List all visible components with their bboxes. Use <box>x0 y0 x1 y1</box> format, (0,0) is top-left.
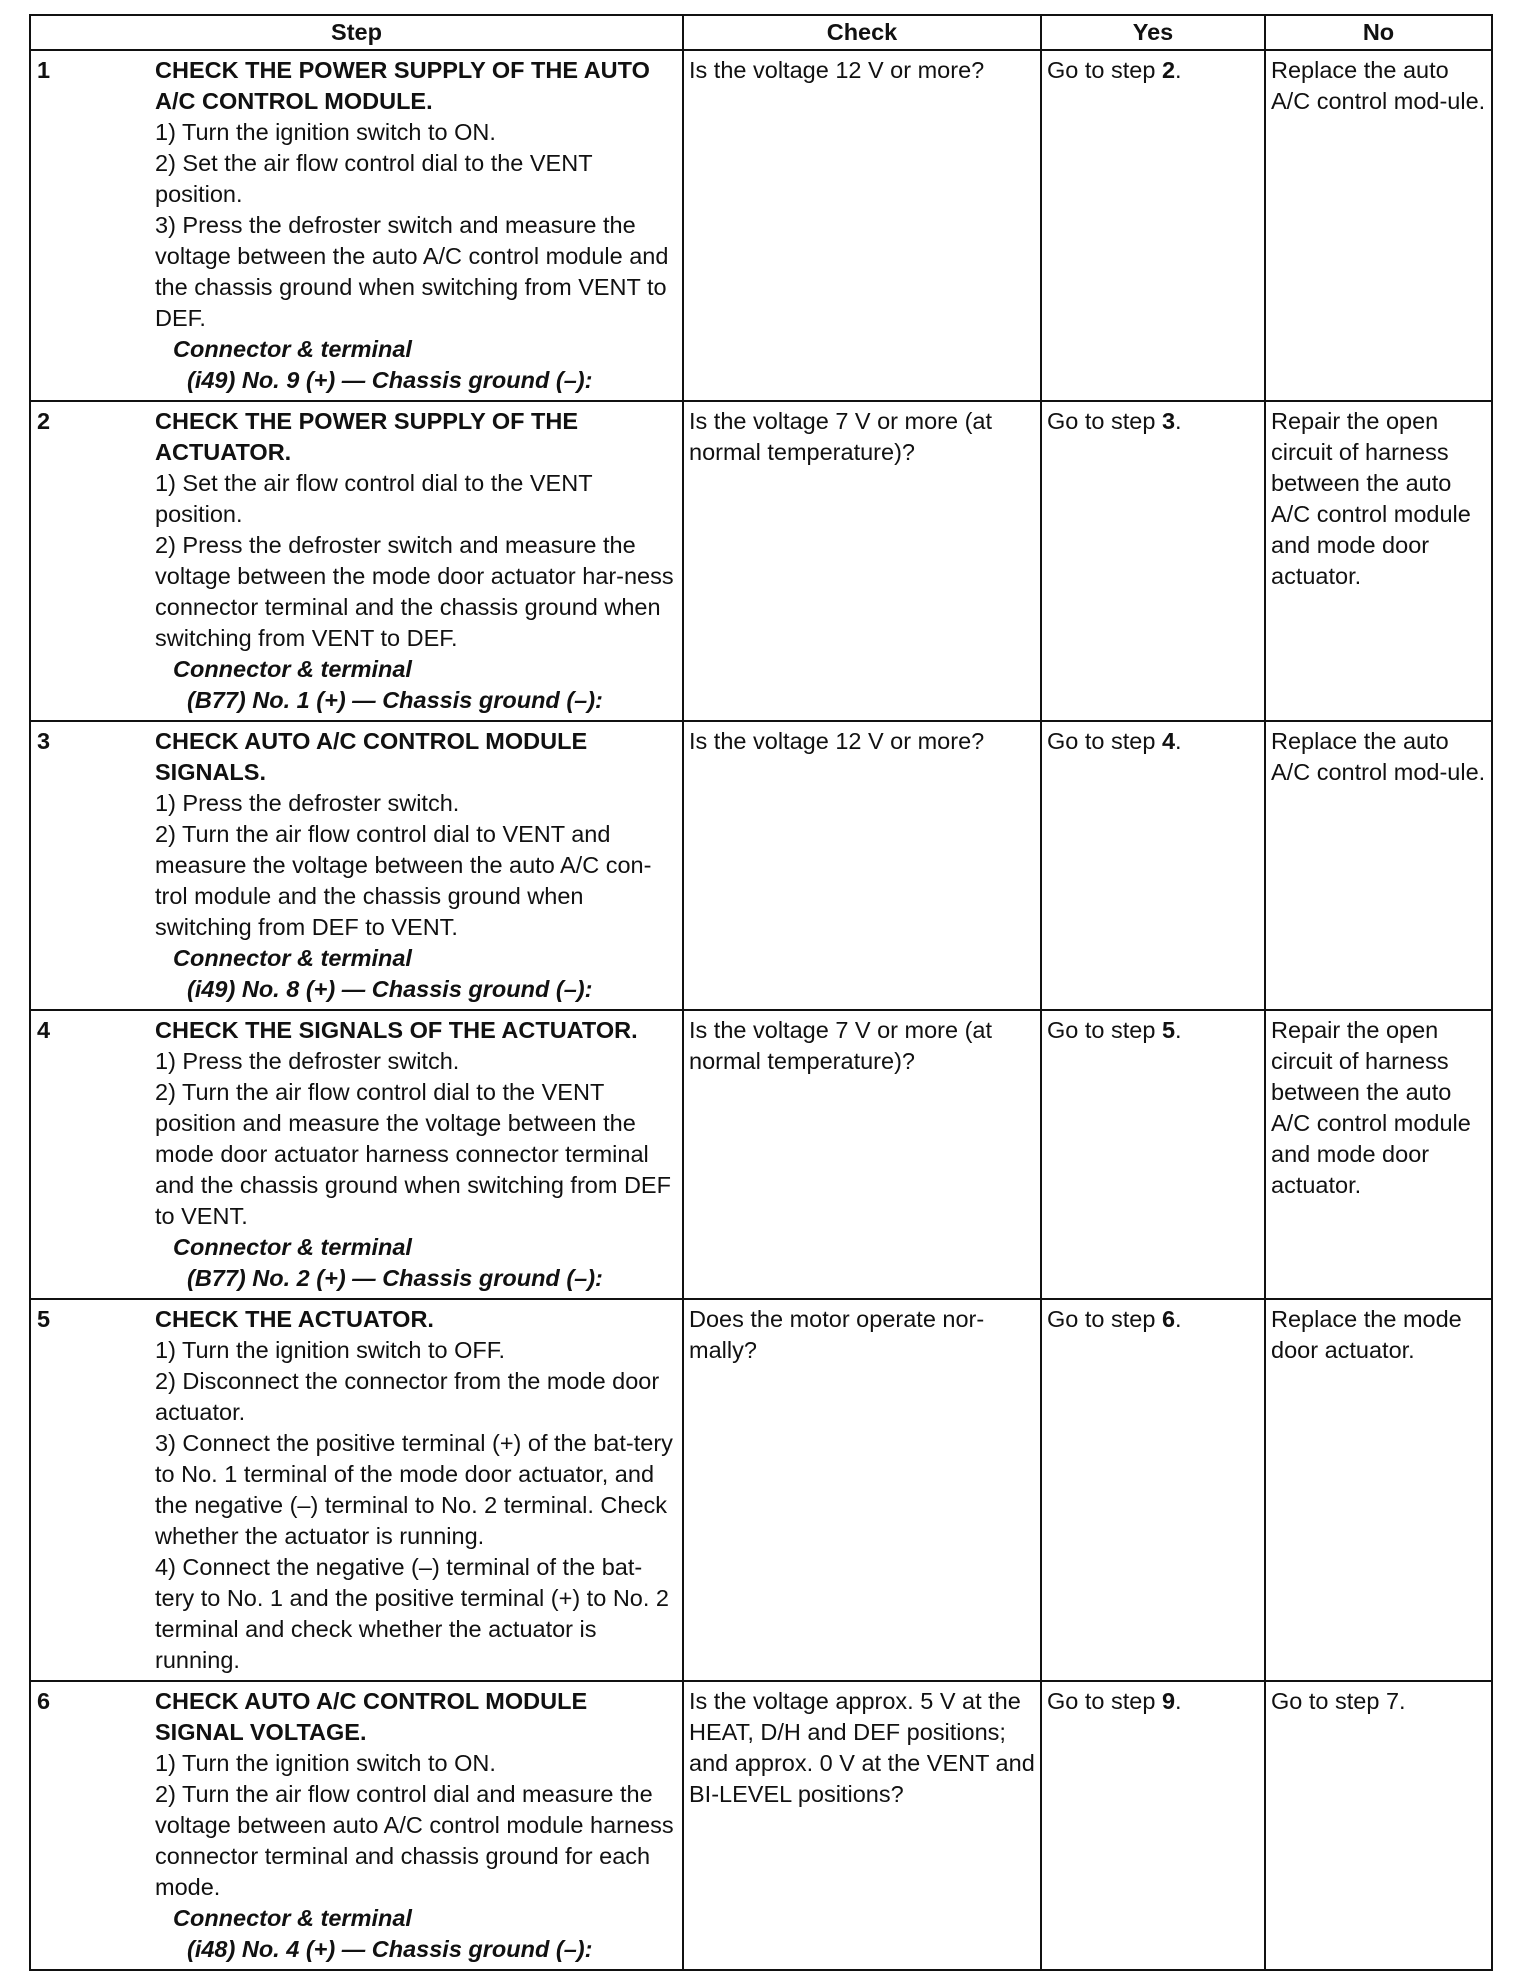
no-action: Replace the auto A/C control mod-ule. <box>1271 728 1486 785</box>
header-yes: Yes <box>1041 15 1265 50</box>
yes-step-number: 3 <box>1161 408 1176 434</box>
check-cell <box>683 1681 1041 1970</box>
connector-label: Connector & terminal <box>173 945 412 971</box>
step-instruction: 1) Press the defroster switch. <box>155 1048 460 1074</box>
step-instruction: 2) Turn the air flow control dial and measure the voltage between auto A/C control module harness connector terminal and chassis ground for each mode. <box>155 1781 674 1900</box>
yes-cell <box>1041 1681 1265 1970</box>
yes-step-number: 6 <box>1161 1306 1176 1332</box>
step-cell <box>30 1681 683 1970</box>
step-cell <box>30 401 683 721</box>
no-cell <box>1265 401 1492 721</box>
step-instruction: 2) Turn the air flow control dial to VENT and measure the voltage between the auto A/C con-trol module and the chassis ground when switching from DEF to VENT. <box>155 821 652 940</box>
step-instruction: 1) Press the defroster switch. <box>155 790 460 816</box>
no-cell <box>1265 1299 1492 1681</box>
step-number: 6 <box>37 1688 51 1714</box>
step-title: CHECK THE POWER SUPPLY OF THE AUTO A/C CONTROL MODULE. <box>155 57 650 114</box>
no-cell <box>1265 1681 1492 1970</box>
table-row <box>30 50 1492 401</box>
no-action: Replace the mode door actuator. <box>1271 1306 1462 1363</box>
yes-cell <box>1041 50 1265 401</box>
check-question: Is the voltage approx. 5 V at the HEAT, D/H and DEF positions; and approx. 0 V at the VENT and BI-LEVEL positions? <box>689 1688 1035 1807</box>
table-row <box>30 401 1492 721</box>
yes-prefix: Go to step <box>1047 1017 1162 1043</box>
header-no: No <box>1265 15 1492 50</box>
yes-cell <box>1041 401 1265 721</box>
step-cell <box>30 50 683 401</box>
step-cell <box>30 721 683 1010</box>
yes-suffix: . <box>1175 1017 1182 1043</box>
step-instruction: 2) Disconnect the connector from the mode door actuator. <box>155 1368 660 1425</box>
yes-suffix: . <box>1175 1306 1182 1332</box>
step-instruction: 3) Connect the positive terminal (+) of the bat-tery to No. 1 terminal of the mode door actuator, and the negative (–) terminal to No. 2 terminal. Check whether the actuator is running. <box>155 1430 673 1549</box>
yes-step-number: 5 <box>1161 1017 1176 1043</box>
no-cell <box>1265 721 1492 1010</box>
step-instruction: 1) Set the air flow control dial to the VENT position. <box>155 470 593 527</box>
yes-cell <box>1041 721 1265 1010</box>
connector-terminal: (i48) No. 4 (+) — Chassis ground (–): <box>187 1936 593 1962</box>
yes-suffix: . <box>1175 728 1182 754</box>
step-instruction: 1) Turn the ignition switch to OFF. <box>155 1337 506 1363</box>
step-instruction: 2) Set the air flow control dial to the VENT position. <box>155 150 593 207</box>
step-instruction: 4) Connect the negative (–) terminal of the bat-tery to No. 1 and the positive terminal (+) to No. 2 terminal and check whether the actuator is running. <box>155 1554 669 1673</box>
no-action: Go to step 7. <box>1271 1688 1406 1714</box>
table-row <box>30 721 1492 1010</box>
step-number: 2 <box>37 408 51 434</box>
no-cell <box>1265 50 1492 401</box>
yes-cell <box>1041 1299 1265 1681</box>
step-number: 1 <box>37 57 51 83</box>
step-cell <box>30 1010 683 1299</box>
header-step: Step <box>30 15 683 50</box>
step-instruction: 3) Press the defroster switch and measure the voltage between the auto A/C control module and the chassis ground when switching from VENT to DEF. <box>155 212 669 331</box>
yes-prefix: Go to step <box>1047 57 1162 83</box>
check-question: Is the voltage 7 V or more (at normal temperature)? <box>689 408 993 465</box>
yes-suffix: . <box>1175 408 1182 434</box>
connector-terminal: (i49) No. 9 (+) — Chassis ground (–): <box>187 367 593 393</box>
connector-terminal: (i49) No. 8 (+) — Chassis ground (–): <box>187 976 593 1002</box>
no-action: Repair the open circuit of harness between the auto A/C control module and mode door actuator. <box>1271 408 1471 589</box>
yes-cell <box>1041 1010 1265 1299</box>
diagnostic-sheet <box>29 14 1491 1971</box>
yes-suffix: . <box>1175 57 1182 83</box>
table-row <box>30 1299 1492 1681</box>
step-instruction: 1) Turn the ignition switch to ON. <box>155 119 496 145</box>
check-question: Does the motor operate nor-mally? <box>689 1306 985 1363</box>
connector-terminal: (B77) No. 2 (+) — Chassis ground (–): <box>187 1265 603 1291</box>
check-cell <box>683 50 1041 401</box>
table-row <box>30 1681 1492 1970</box>
table-row <box>30 1010 1492 1299</box>
step-title: CHECK THE SIGNALS OF THE ACTUATOR. <box>155 1017 638 1043</box>
step-cell <box>30 1299 683 1681</box>
step-title: CHECK AUTO A/C CONTROL MODULE SIGNAL VOLTAGE. <box>155 1688 588 1745</box>
connector-label: Connector & terminal <box>173 1234 412 1260</box>
diagnostic-table <box>29 14 1493 1971</box>
step-number: 3 <box>37 728 51 754</box>
check-question: Is the voltage 7 V or more (at normal temperature)? <box>689 1017 993 1074</box>
step-number: 5 <box>37 1306 51 1332</box>
check-cell <box>683 721 1041 1010</box>
header-row <box>30 15 1492 50</box>
yes-prefix: Go to step <box>1047 1688 1162 1714</box>
no-action: Repair the open circuit of harness between the auto A/C control module and mode door actuator. <box>1271 1017 1471 1198</box>
step-title: CHECK THE POWER SUPPLY OF THE ACTUATOR. <box>155 408 579 465</box>
step-title: CHECK AUTO A/C CONTROL MODULE SIGNALS. <box>155 728 588 785</box>
yes-prefix: Go to step <box>1047 1306 1162 1332</box>
connector-label: Connector & terminal <box>173 1905 412 1931</box>
check-cell <box>683 1299 1041 1681</box>
yes-step-number: 2 <box>1161 57 1176 83</box>
check-question: Is the voltage 12 V or more? <box>689 728 985 754</box>
yes-step-number: 4 <box>1161 728 1176 754</box>
connector-terminal: (B77) No. 1 (+) — Chassis ground (–): <box>187 687 603 713</box>
step-instruction: 2) Press the defroster switch and measure the voltage between the mode door actuator har-ness connector terminal and the chassis ground when switching from VENT to DEF. <box>155 532 674 651</box>
step-number: 4 <box>37 1017 51 1043</box>
step-title: CHECK THE ACTUATOR. <box>155 1306 434 1332</box>
yes-suffix: . <box>1175 1688 1182 1714</box>
check-cell <box>683 1010 1041 1299</box>
connector-label: Connector & terminal <box>173 656 412 682</box>
header-check: Check <box>683 15 1041 50</box>
no-action: Replace the auto A/C control mod-ule. <box>1271 57 1486 114</box>
yes-step-number: 9 <box>1161 1688 1176 1714</box>
yes-prefix: Go to step <box>1047 408 1162 434</box>
check-question: Is the voltage 12 V or more? <box>689 57 985 83</box>
step-instruction: 2) Turn the air flow control dial to the VENT position and measure the voltage between the mode door actuator harness connector terminal and the chassis ground when switching from DEF to VENT. <box>155 1079 671 1229</box>
table-body <box>30 50 1492 1970</box>
no-cell <box>1265 1010 1492 1299</box>
step-instruction: 1) Turn the ignition switch to ON. <box>155 1750 496 1776</box>
yes-prefix: Go to step <box>1047 728 1162 754</box>
check-cell <box>683 401 1041 721</box>
connector-label: Connector & terminal <box>173 336 412 362</box>
